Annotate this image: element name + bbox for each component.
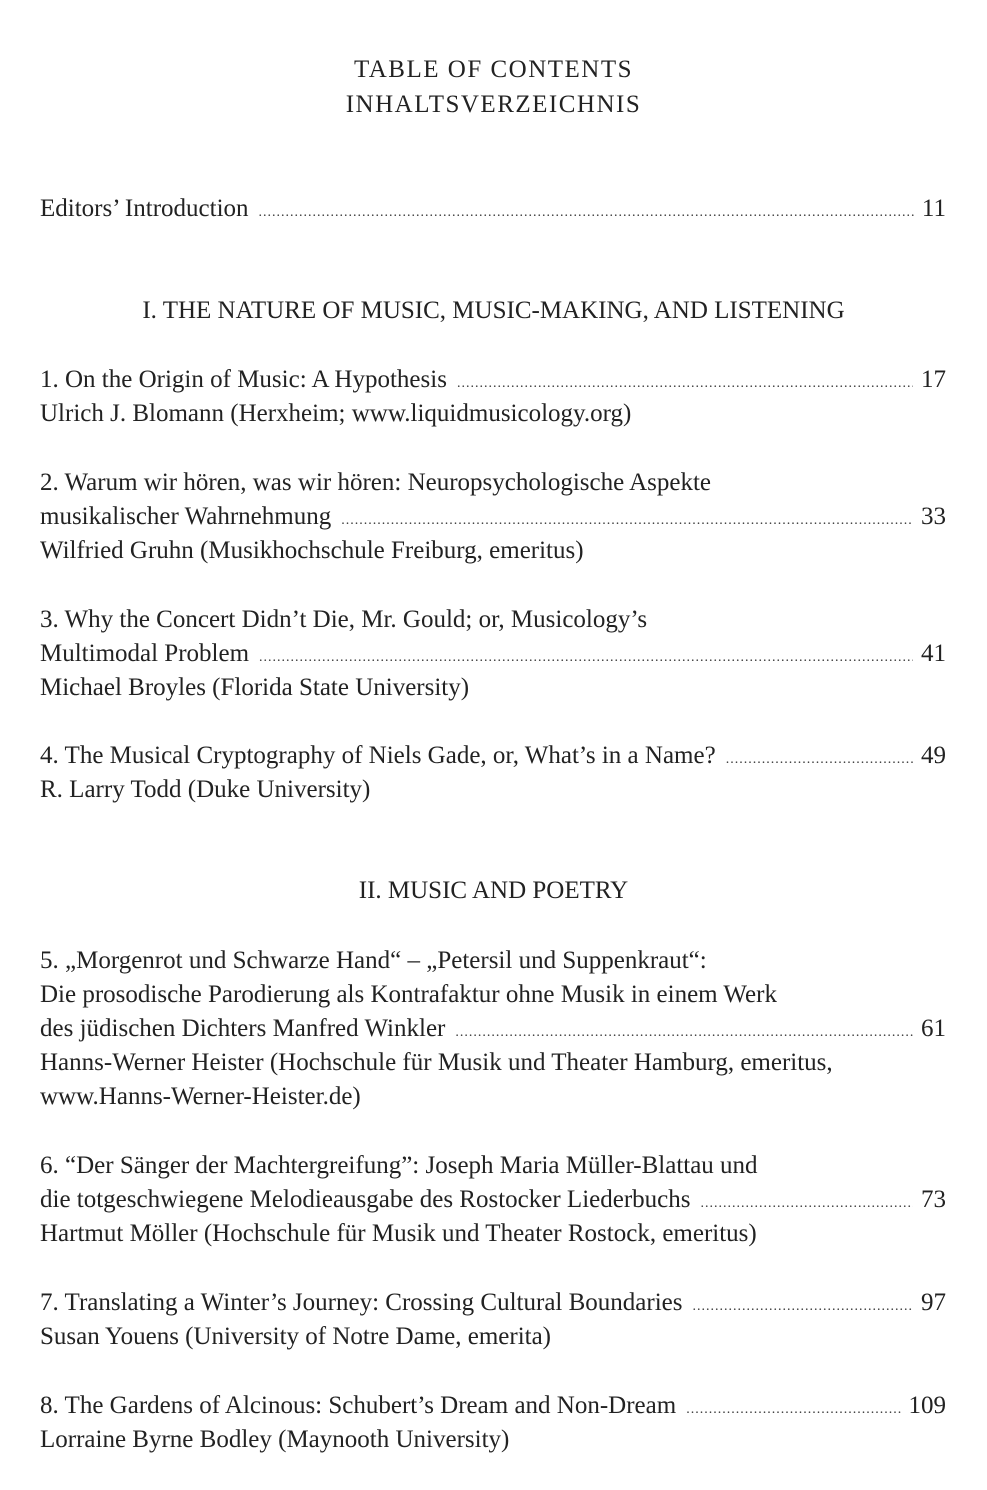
section-heading-2: II. MUSIC AND POETRY [358,877,629,904]
entry-title: 2. Warum wir hören, was wir hören: Neuropsychologische Aspekte [40,469,711,496]
entry-title-cont: Die prosodische Parodierung als Kontrafaktur ohne Musik in einem Werk [40,981,777,1008]
entry-author: Lorraine Byrne Bodley (Maynooth University) [40,1426,510,1453]
entry-author: R. Larry Todd (Duke University) [40,776,371,803]
section-heading-1: I. THE NATURE OF MUSIC, MUSIC-MAKING, AND LISTENING [142,297,845,324]
toc-entry-6 [40,1183,946,1217]
entry-title-cont: des jüdischen Dichters Manfred Winkler [40,1015,446,1042]
entry-title-cont: musikalischer Wahrnehmung [40,503,332,530]
entry-author: Michael Broyles (Florida State University) [40,674,470,701]
toc-entry-4 [40,739,946,773]
toc-entry-2 [40,500,946,534]
toc-title-german: INHALTSVERZEICHNIS [345,91,642,118]
toc-title-english: TABLE OF CONTENTS [353,56,634,83]
dot-leader [692,1290,913,1324]
toc-entry-1 [40,363,946,397]
dot-leader [700,1187,913,1221]
page-number: 33 [921,503,946,530]
entry-author: Hartmut Möller (Hochschule für Musik und Theater Rostock, emeritus) [40,1220,757,1247]
dot-leader [455,1016,913,1050]
entry-title: 5. „Morgenrot und Schwarze Hand“ – „Petersil und Suppenkraut“: [40,947,707,974]
entry-author: Susan Youens (University of Notre Dame, emerita) [40,1323,552,1350]
page-number: 73 [921,1186,946,1213]
dot-leader [259,196,914,230]
entry-author-cont: www.Hanns-Werner-Heister.de) [40,1083,361,1110]
page-number: 41 [921,640,946,667]
toc-entry-3 [40,637,946,671]
entry-author: Ulrich J. Blomann (Herxheim; www.liquidmusicology.org) [40,400,632,427]
dot-leader [341,504,913,538]
page-number: 109 [908,1392,946,1419]
page-number: 17 [921,366,946,393]
toc-entry-5 [40,1012,946,1046]
dot-leader [457,367,913,401]
entry-author: Hanns-Werner Heister (Hochschule für Musik und Theater Hamburg, emeritus, [40,1049,833,1076]
entry-title: 1. On the Origin of Music: A Hypothesis [40,366,447,393]
dot-leader [686,1393,900,1427]
dot-leader [726,743,913,777]
entry-author: Wilfried Gruhn (Musikhochschule Freiburg, emeritus) [40,537,584,564]
entry-title: 3. Why the Concert Didn’t Die, Mr. Gould; or, Musicology’s [40,606,648,633]
page-number: 97 [921,1289,946,1316]
toc-entry-8 [40,1389,946,1423]
page-number: 49 [921,742,946,769]
entry-title: 7. Translating a Winter’s Journey: Crossing Cultural Boundaries [40,1289,683,1316]
entry-title: 6. “Der Sänger der Machtergreifung”: Joseph Maria Müller-Blattau und [40,1152,758,1179]
page-number: 11 [921,195,946,222]
toc-entry-7 [40,1286,946,1320]
entry-title: 4. The Musical Cryptography of Niels Gade, or, What’s in a Name? [40,742,716,769]
dot-leader [259,641,913,675]
entry-title: Editors’ Introduction [40,195,249,222]
toc-entry-intro [40,192,946,226]
page-number: 61 [921,1015,946,1042]
entry-title-cont: die totgeschwiegene Melodieausgabe des Rostocker Liederbuchs [40,1186,691,1213]
entry-title: 8. The Gardens of Alcinous: Schubert’s Dream and Non-Dream [40,1392,677,1419]
entry-title-cont: Multimodal Problem [40,640,250,667]
